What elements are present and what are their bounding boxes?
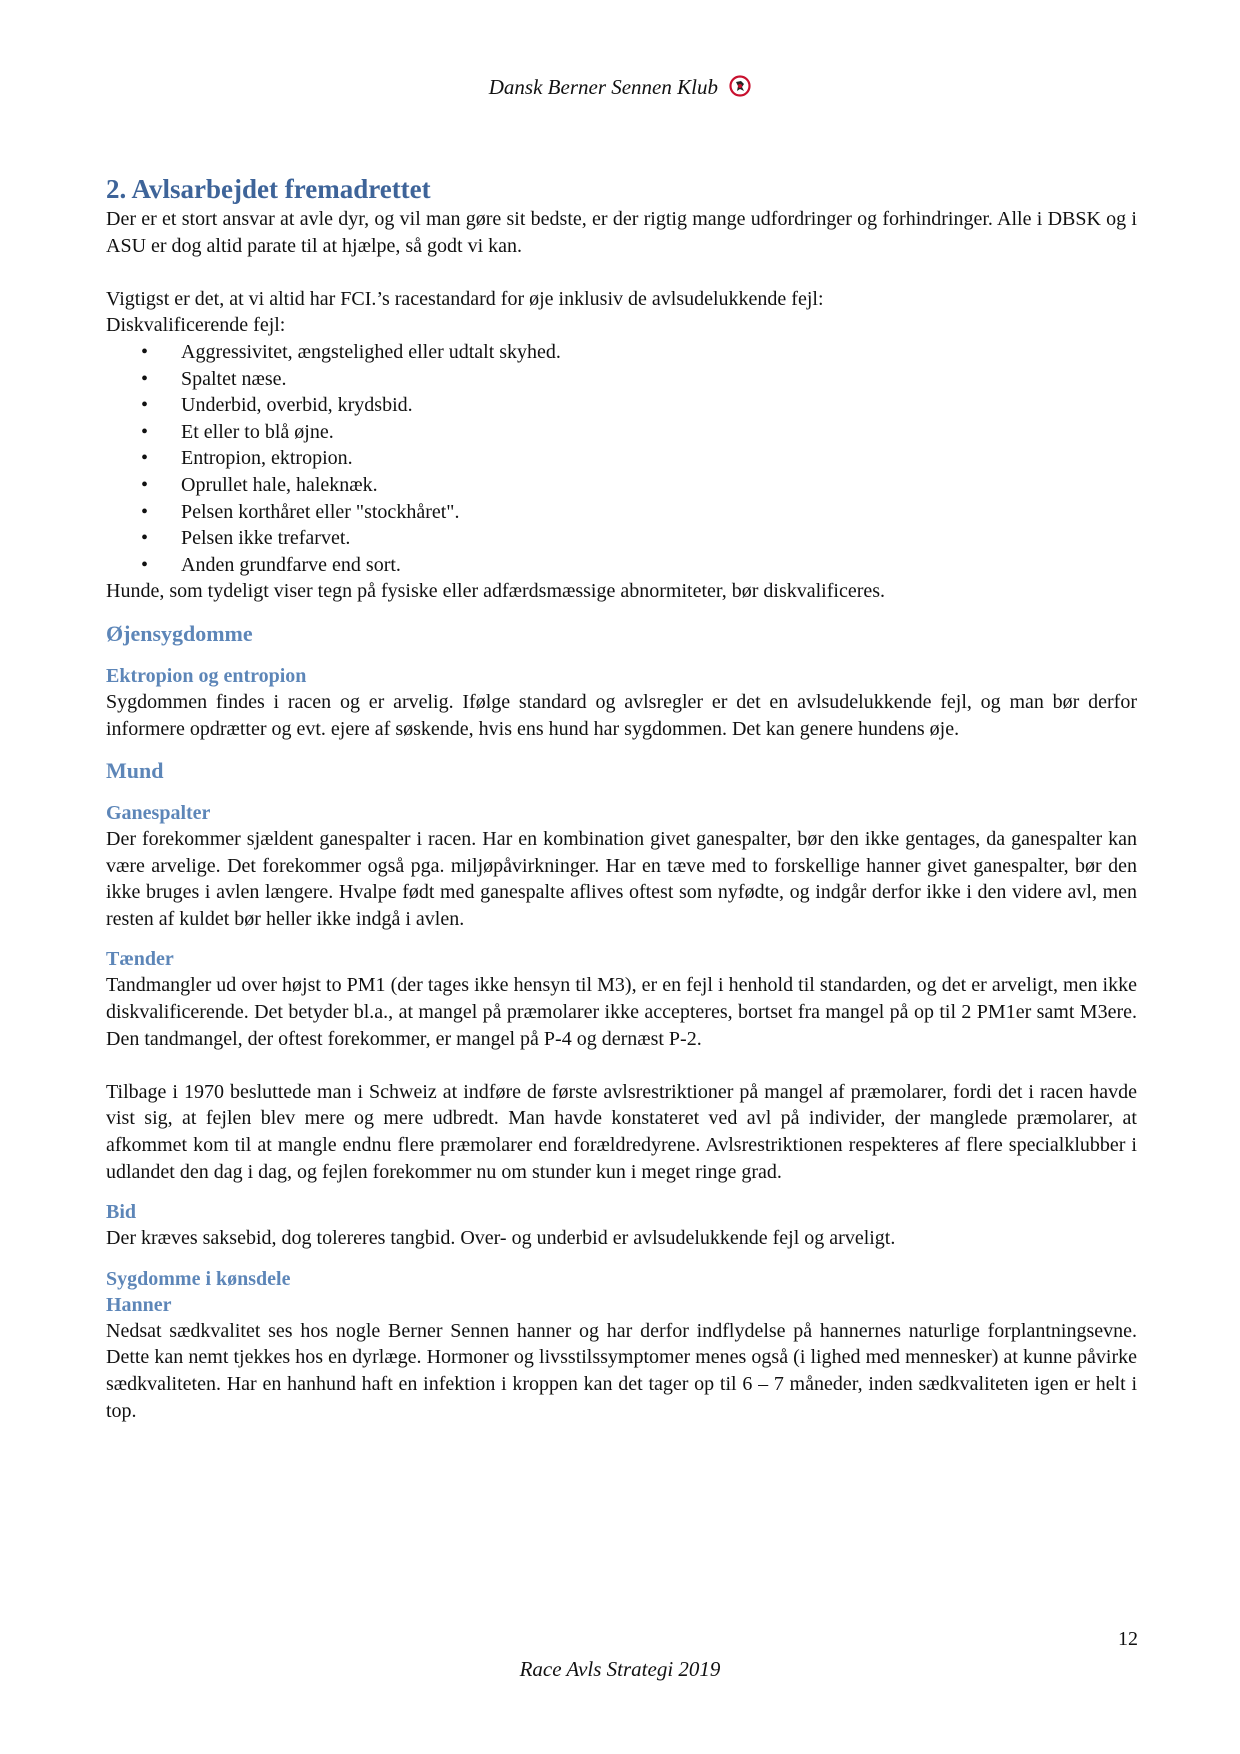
cleft-paragraph: Der forekommer sjældent ganespalter i racen. Har en kombination givet ganespalter, bør den ikke gentages, da ganespalter kan være arvelige. Det forekommer også pga. miljøpåvirkninger. Har en tæve med to forskellige hanner givet ganespalter, bør den ikke bruges i avlen længere. Hvalpe født med ganespalte aflives oftest som nyfødte, og indgår derfor ikke i den videre avl, men resten af kuldet bør heller ikke indgå i avlen. xyxy=(106,828,1137,930)
ectropion-heading: Ektropion og entropion xyxy=(106,664,307,687)
males-heading: Hanner xyxy=(106,1293,172,1316)
page-content xyxy=(106,172,1137,1424)
intro-paragraph: Der er et stort ansvar at avle dyr, og vil man gøre sit bedste, er der rigtig mange udfordringer og forhindringer. Alle i DBSK og i ASU er dog altid parate til at hjælpe, så godt vi kan. xyxy=(106,208,1137,257)
list-item: • Et eller to blå øjne. xyxy=(106,419,1137,446)
teeth-heading: Tænder xyxy=(106,948,174,971)
fci-paragraph: Vigtigst er det, at vi altid har FCI.’s racestandard for øje inklusiv de avlsudelukkende fejl: xyxy=(106,287,824,310)
disqualify-note: Hunde, som tydeligt viser tegn på fysiske eller adfærdsmæssige abnormiteter, bør diskvalificeres. xyxy=(106,580,886,603)
cleft-heading: Ganespalter xyxy=(106,802,211,825)
bite-paragraph: Der kræves saksebid, dog tolereres tangbid. Over- og underbid er avlsudelukkende fejl og arveligt. xyxy=(106,1227,896,1250)
males-paragraph: Nedsat sædkvalitet ses hos nogle Berner Sennen hanner og har derfor indflydelse på hannernes naturlige forplantningsevne. Dette kan nemt tjekkes hos en dyrlæge. Hormoner og livsstilssymptomer menes også (i lighed med mennesker) at kunne påvirke sædkvaliteten. Har en hanhund haft en infektion i kroppen kan det tager op til 6 – 7 måneder, inden sædkvaliteten igen er helt i top. xyxy=(106,1319,1137,1422)
list-item: • Oprullet hale, haleknæk. xyxy=(106,472,1137,499)
eyes-heading: Øjensygdomme xyxy=(106,620,253,646)
ectropion-paragraph: Sygdommen findes i racen og er arvelig. Ifølge standard og avlsregler er det en avlsudelukkende fejl, og man bør derfor informere opdrætter og evt. ejere af søskende, hvis ens hund har sygdommen. Det kan genere hundens øje. xyxy=(106,690,1137,740)
bullet-icon: • xyxy=(141,527,149,550)
list-item: • Underbid, overbid, krydsbid. xyxy=(106,392,1137,419)
list-item: • Anden grundfarve end sort. xyxy=(106,552,1137,579)
bullet-icon: • xyxy=(141,473,149,496)
bullet-icon: • xyxy=(141,447,149,470)
section-title: 2. Avlsarbejdet fremadrettet xyxy=(106,174,431,204)
header-title: Dansk Berner Sennen Klub xyxy=(488,75,718,99)
list-item: • Entropion, ektropion. xyxy=(106,445,1137,472)
spacer xyxy=(106,259,1137,286)
list-item: • Pelsen korthåret eller "stockhåret". xyxy=(106,499,1137,526)
bullet-icon: • xyxy=(141,553,149,576)
list-item: • Spaltet næse. xyxy=(106,366,1137,393)
bullet-icon: • xyxy=(141,500,149,523)
teeth-paragraph: Tandmangler ud over højst to PM1 (der tages ikke hensyn til M3), er en fejl i henhold til standarden, og det er arveligt, men ikke diskvalificerende. Det betyder bl.a., at mangel på præmolarer ikke accepteres, bortset fra mangel på op til 2 PM1er samt M3ere. Den tandmangel, der oftest forekommer, er mangel på P-4 og dernæst P-2. xyxy=(106,974,1137,1050)
bullet-icon: • xyxy=(141,340,149,363)
disqualifying-label: Diskvalificerende fejl: xyxy=(106,314,286,337)
disqualifying-list xyxy=(106,339,1137,578)
list-item: • Aggressivitet, ængstelighed eller udtalt skyhed. xyxy=(106,339,1137,366)
mouth-heading: Mund xyxy=(106,758,164,784)
list-item: • Pelsen ikke trefarvet. xyxy=(106,525,1137,552)
page-footer: Race Avls Strategi 2019 xyxy=(519,1657,721,1681)
spacer xyxy=(106,1052,1137,1079)
teeth-history-paragraph: Tilbage i 1970 besluttede man i Schweiz at indføre de første avlsrestriktioner på mangel af præmolarer, fordi det i racen havde vist sig, at fejlen blev mere og mere udbredt. Man havde konstateret ved avl på individer, der manglede præmolarer, at afkommet kom til at mangle endnu flere præmolarer end forældredyrene. Avlsrestriktionen respekteres af flere specialklubber i udlandet den dag i dag, og fejlen forekommer nu om stunder kun i meget ringe grad. xyxy=(106,1080,1137,1183)
club-logo-icon xyxy=(729,75,751,105)
page-number: 12 xyxy=(1118,1628,1138,1650)
bullet-icon: • xyxy=(141,394,149,417)
genital-heading: Sygdomme i kønsdele xyxy=(106,1267,291,1290)
bite-heading: Bid xyxy=(106,1201,137,1224)
bullet-icon: • xyxy=(141,420,149,443)
bullet-icon: • xyxy=(141,367,149,390)
page-header xyxy=(0,72,1240,105)
